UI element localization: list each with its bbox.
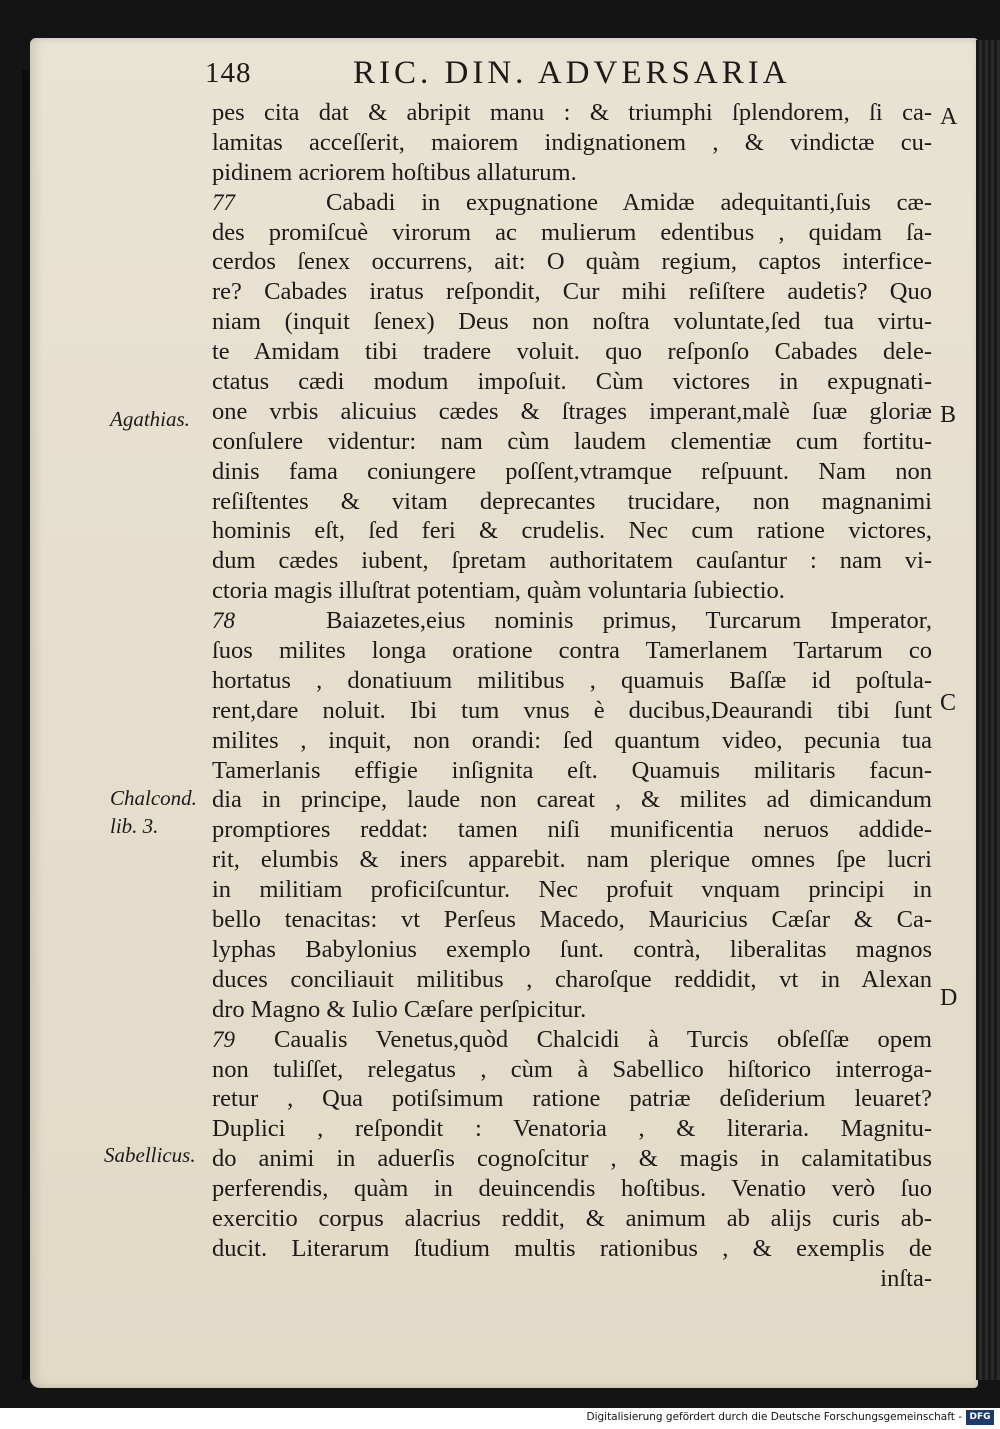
line-text: rent,dare noluit. Ibi tum vnus è ducibus,Deaurandi tibi ſunt	[212, 696, 932, 724]
line-text: milites , inquit, non orandi: ſed quantum video, pecunia tua	[212, 726, 932, 754]
text-line	[212, 128, 932, 158]
text-line	[212, 606, 932, 636]
entry-number: 78	[212, 608, 235, 634]
text-line	[212, 307, 932, 337]
line-text: dum cædes iubent, ſpretam authoritatem cauſantur : nam vi-	[212, 547, 932, 575]
text-line	[212, 756, 932, 786]
text-line	[212, 367, 932, 397]
text-line	[212, 1114, 932, 1144]
margin-note-lib: lib. 3.	[110, 814, 159, 838]
text-line	[212, 875, 932, 905]
line-text: dro Magno & Iulio Cæſare perſpicitur.	[212, 995, 587, 1023]
line-text: ctoria magis illuſtrat potentiam, quàm voluntaria ſubiectio.	[212, 577, 785, 605]
margin-note-agathias: Agathias.	[110, 407, 190, 431]
line-text: cerdos ſenex occurrens, ait: O quàm regium, captos interfice-	[212, 248, 932, 276]
footer-bar	[0, 1408, 1000, 1429]
margin-note-sabellicus: Sabellicus.	[104, 1143, 196, 1167]
text-line	[212, 696, 932, 726]
line-text: promptiores reddat: tamen niſi munificentia neruos addide-	[212, 816, 932, 844]
section-letter-a: A	[940, 104, 958, 130]
text-line	[212, 576, 932, 606]
line-text: te Amidam tibi tradere voluit. quo reſponſo Cabades dele-	[212, 338, 932, 366]
text-line	[212, 158, 932, 188]
entry-number: 77	[212, 189, 235, 215]
text-line	[212, 277, 932, 307]
line-text: do animi in aduerſis cognoſcitur , & magis in calamitatibus	[212, 1145, 932, 1173]
text-line	[212, 785, 932, 815]
entry-number: 79	[212, 1026, 235, 1052]
text-line	[212, 457, 932, 487]
line-text: Cabadi in expugnatione Amidæ adequitanti,ſuis cæ-	[326, 188, 932, 216]
text-line	[212, 965, 932, 995]
line-text: Tamerlanis effigie inſignita eſt. Quamuis militaris facun-	[212, 756, 932, 784]
line-text: inſta-	[880, 1264, 932, 1292]
text-line	[212, 247, 932, 277]
line-text: lamitas acceſſerit, maiorem indignationem , & vindictæ cu-	[212, 128, 932, 156]
text-line	[212, 1204, 932, 1234]
text-line	[212, 935, 932, 965]
line-text: ducit. Literarum ſtudium multis rationibus , & exemplis de	[212, 1234, 932, 1262]
page-number: 148	[205, 57, 252, 89]
text-line	[212, 1264, 932, 1294]
line-text: hominis eſt, ſed feri & crudelis. Nec cum ratione victores,	[212, 517, 932, 545]
text-line	[212, 516, 932, 546]
line-text: hortatus , donatiuum militibus , quamuis Baſſæ id poſtula-	[212, 666, 932, 694]
running-title: RIC. DIN. ADVERSARIA	[353, 55, 791, 91]
line-text: des promiſcuè virorum ac mulierum edentibus , quidam ſa-	[212, 218, 932, 246]
text-line	[212, 995, 932, 1025]
line-text: conſulere videntur: nam cùm laudem clementiæ cum fortitu-	[212, 427, 932, 455]
margin-note-chalcond: Chalcond.	[110, 786, 197, 810]
text-line	[212, 1025, 932, 1055]
line-text: dinis fama coniungere poſſent,vtramque reſpuunt. Nam non	[212, 457, 932, 485]
section-letter-b: B	[940, 402, 957, 428]
text-line	[212, 98, 932, 128]
line-text: ctatus cædi modum impoſuit. Cùm victores in expugnati-	[212, 368, 932, 396]
text-line	[212, 337, 932, 367]
line-text: bello tenacitas: vt Perſeus Macedo, Mauricius Cæſar & Ca-	[212, 906, 932, 934]
text-line	[212, 905, 932, 935]
text-line	[212, 666, 932, 696]
text-line	[212, 815, 932, 845]
footer-credit: Digitalisierung gefördert durch die Deutsche Forschungsgemeinschaft -	[586, 1411, 962, 1423]
line-text: rit, elumbis & iners apparebit. nam plerique omnes ſpe lucri	[212, 846, 932, 874]
text-line	[212, 636, 932, 666]
text-line	[212, 726, 932, 756]
line-text: Baiazetes,eius nominis primus, Turcarum Imperator,	[326, 607, 932, 635]
section-letter-d: D	[940, 985, 958, 1011]
text-line	[212, 188, 932, 218]
line-text: retur , Qua potiſsimum ratione patriæ deſiderium leuaret?	[212, 1085, 932, 1113]
text-line	[212, 218, 932, 248]
dfg-logo: DFG	[966, 1410, 994, 1425]
text-line	[212, 1234, 932, 1264]
body-text	[212, 98, 932, 1294]
line-text: perferendis, quàm in deuincendis hoſtibus. Venatio verò ſuo	[212, 1175, 932, 1203]
text-line	[212, 427, 932, 457]
line-text: exercitio corpus alacrius reddit, & animum ab alijs curis ab-	[212, 1204, 932, 1232]
line-text: dia in principe, laude non careat , & milites ad dimicandum	[212, 786, 932, 814]
line-text: non tuliſſet, relegatus , cùm à Sabellico hiſtorico interroga-	[212, 1055, 932, 1083]
text-line	[212, 487, 932, 517]
section-letter-c: C	[940, 690, 957, 716]
line-text: pidinem acriorem hoſtibus allaturum.	[212, 158, 577, 186]
text-line	[212, 1084, 932, 1114]
line-text: re? Cabades iratus reſpondit, Cur mihi reſiſtere audetis? Quo	[212, 278, 932, 306]
running-head	[205, 55, 845, 99]
line-text: Duplici , reſpondit : Venatoria , & literaria. Magnitu-	[212, 1115, 932, 1143]
text-line	[212, 1174, 932, 1204]
text-line	[212, 1055, 932, 1085]
line-text: duces conciliauit militibus , charoſque reddidit, vt in Alexan	[212, 965, 932, 993]
line-text: ſuos milites longa oratione contra Tamerlanem Tartarum co	[212, 637, 932, 665]
line-text: niam (inquit ſenex) Deus non noſtra voluntate,ſed tua virtu-	[212, 308, 932, 336]
page-edge	[976, 40, 1000, 1380]
text-line	[212, 1144, 932, 1174]
text-line	[212, 845, 932, 875]
text-line	[212, 546, 932, 576]
line-text: one vrbis alicuius cædes & ſtrages imperant,malè ſuæ gloriæ	[212, 397, 932, 425]
line-text: pes cita dat & abripit manu : & triumphi ſplendorem, ſi ca-	[212, 99, 932, 126]
line-text: in militiam proficiſcuntur. Nec profuit vnquam principi in	[212, 876, 932, 904]
line-text: lyphas Babylonius exemplo ſunt. contrà, liberalitas magnos	[212, 935, 932, 963]
text-line	[212, 397, 932, 427]
line-text: reſiſtentes & vitam deprecantes trucidare, non magnanimi	[212, 487, 932, 515]
line-text: Caualis Venetus,quòd Chalcidi à Turcis obſeſſæ opem	[274, 1025, 932, 1053]
